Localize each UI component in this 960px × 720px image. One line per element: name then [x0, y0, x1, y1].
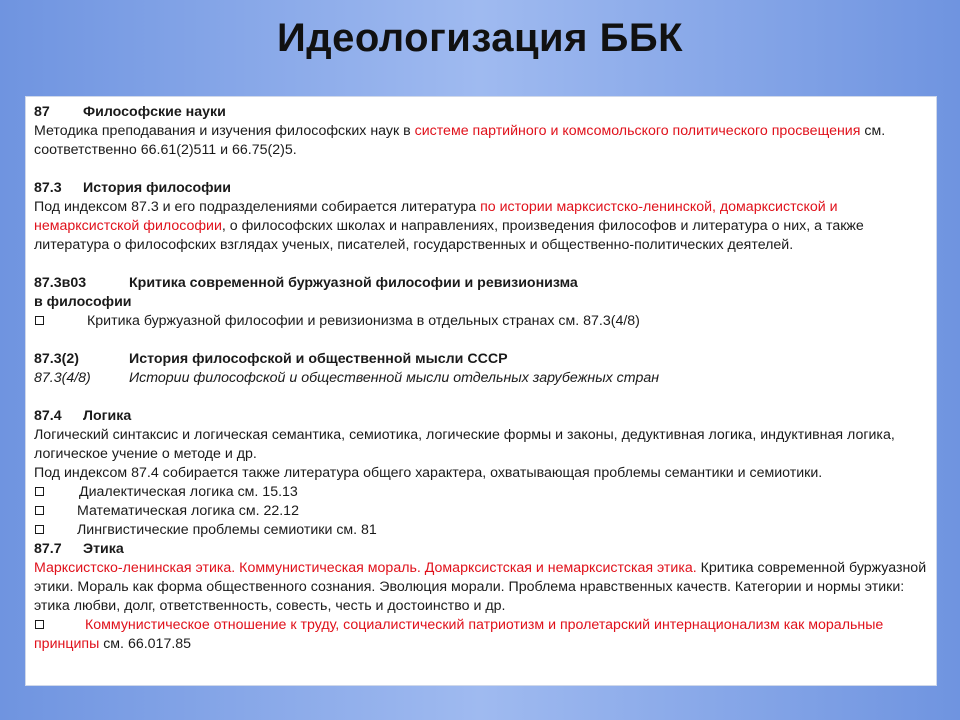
list-item: Диалектическая логика см. 15.13 — [34, 483, 930, 502]
section-text-87-4b: Под индексом 87.4 собирается также литература общего характера, охватывающая проблемы семантики и семиотики. — [34, 465, 823, 481]
checkbox-square-icon — [35, 525, 44, 534]
document-text — [34, 103, 930, 654]
page-title: Идеологизация ББК — [276, 16, 684, 60]
list-item: Критика буржуазной философии и ревизионизма в отдельных странах см. 87.3(4/8) — [34, 312, 930, 331]
section-heading-87-3: 87.3 История философии — [34, 180, 231, 196]
section-text-87-7: Марксистско-ленинская этика. Коммунистическая мораль. Домарксистская и немарксистская этика. Критика современной буржуазной этики. Мораль как форма общественного сознания. Эволюция морали. Проблема нравственных качеств. Категории и нормы этики: этика любви, долг, ответственность, совесть, честь и достоинство и др. — [34, 560, 927, 614]
section-heading-87-3-2: 87.3(2) История философской и общественной мысли СССР — [34, 351, 508, 367]
subsection-italic: 87.3(4/8) Истории философской и общественной мысли отдельных зарубежных стран — [34, 370, 660, 386]
checkbox-square-icon — [35, 316, 44, 325]
checkbox-square-icon — [35, 620, 44, 629]
section-heading-87-3v03: 87.3в03 Критика современной буржуазной философии и ревизионизма — [34, 275, 578, 291]
section-text-87-4: Логический синтаксис и логическая семантика, семиотика, логические формы и законы, дедуктивная логика, индуктивная логика, логическое учение о методе и др. — [34, 427, 895, 462]
checkbox-square-icon — [35, 506, 44, 515]
content-panel — [25, 96, 937, 686]
list-item: Коммунистическое отношение к труду, социалистический патриотизм и пролетарский интернационализм как моральные принципы см. 66.017.85 — [34, 617, 884, 652]
list-item: Лингвистические проблемы семиотики см. 81 — [34, 521, 930, 540]
section-heading-87-4: 87.4 Логика — [34, 408, 132, 424]
section-text-87: Методика преподавания и изучения философских наук в системе партийного и комсомольского политического просвещения см. соответственно 66.61(2)511 и 66.75(2)5. — [34, 123, 886, 158]
list-item: Математическая логика см. 22.12 — [34, 502, 930, 521]
section-heading-87-3v03-cont: в философии — [34, 294, 132, 310]
section-heading-87: 87 Философские науки — [34, 104, 226, 120]
section-text-87-3: Под индексом 87.3 и его подразделениями собирается литература по истории марксистско-ленинской, домарксистской и немарксистской философии, о философских школах и направлениях, произведения философов и литература о них, а также литература о философских взглядах ученых, писателей, государственных и общественно-политических деятелей. — [34, 199, 864, 253]
checkbox-square-icon — [35, 487, 44, 496]
section-heading-87-7: 87.7 Этика — [34, 541, 124, 557]
